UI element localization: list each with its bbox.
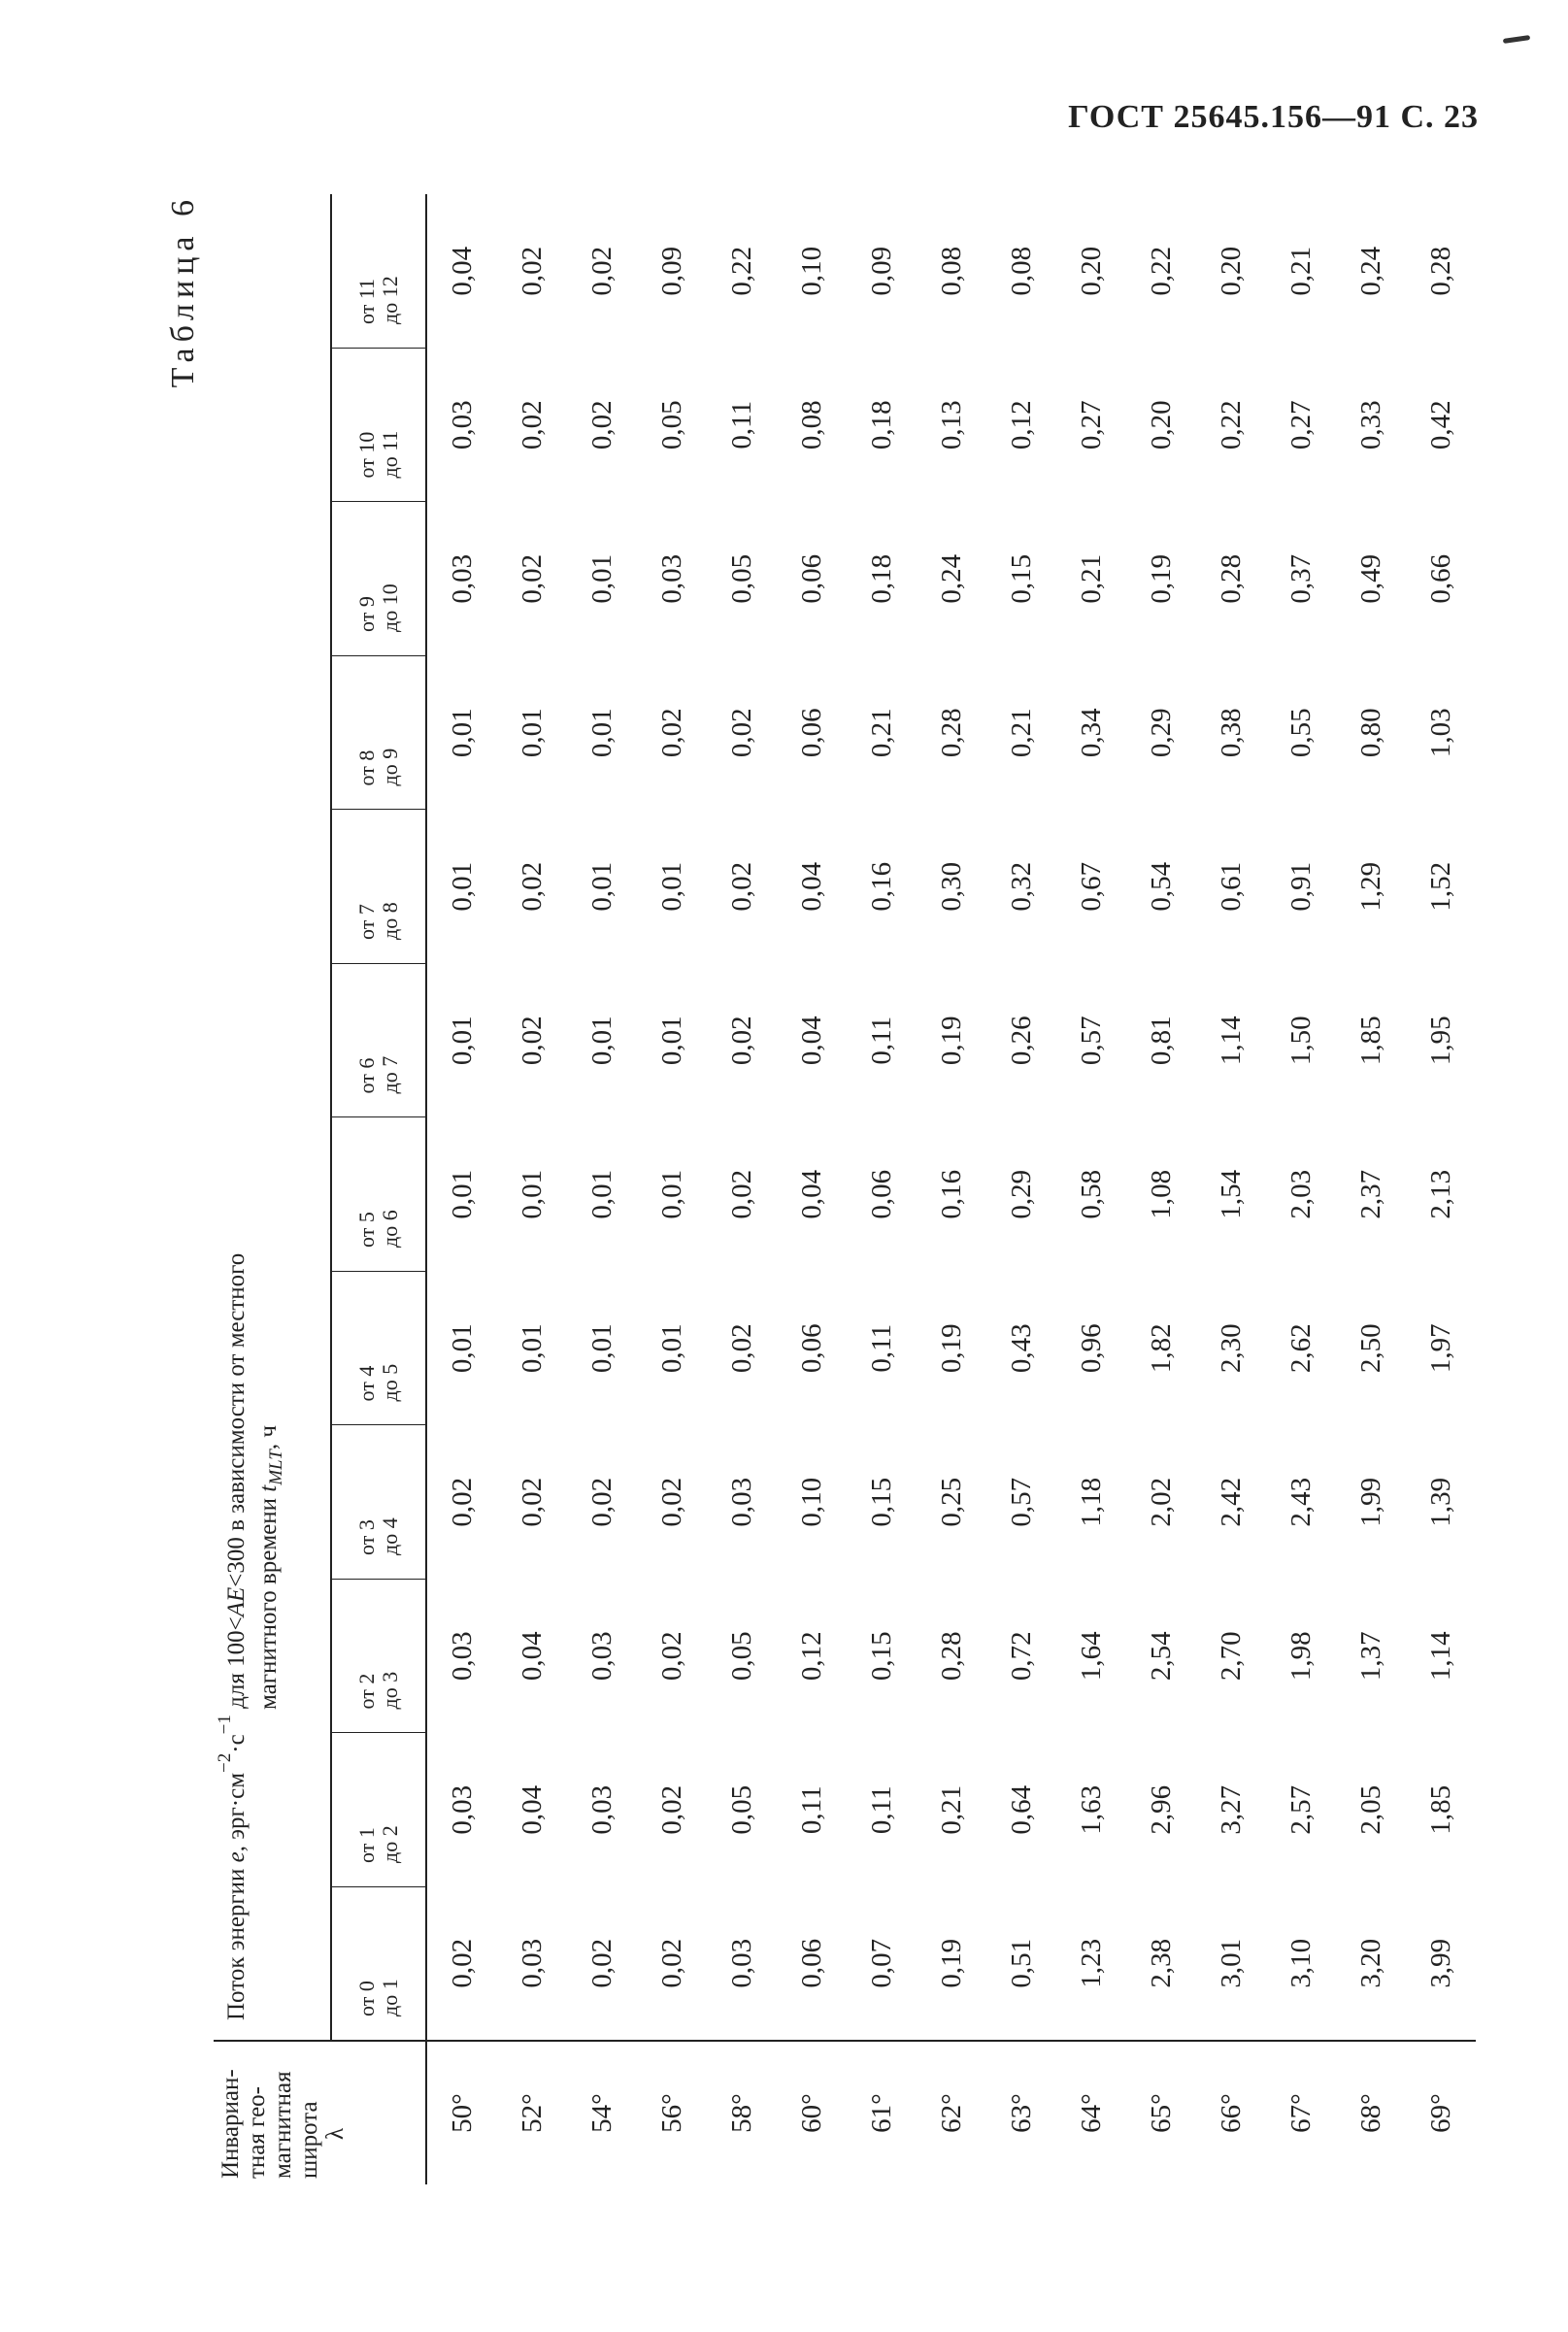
rotated-table-block [165, 194, 1485, 2184]
flux-value-cell: 2,54 [1145, 1631, 1177, 1682]
flux-value-cell: 0,04 [795, 1169, 827, 1219]
table-row [1266, 194, 1336, 2184]
flux-value-cell: 2,37 [1354, 1169, 1386, 1219]
flux-value-cell: 0,01 [655, 1323, 687, 1374]
latitude-cell: 60° [777, 2041, 847, 2184]
flux-value-cell: 1,18 [1075, 1477, 1107, 1527]
flux-value-cell: 0,11 [725, 400, 757, 450]
flux-value-cell: 1,64 [1075, 1631, 1107, 1682]
flux-value-cell: 0,10 [795, 246, 827, 296]
flux-value-cell: 1,85 [1424, 1784, 1456, 1835]
latitude-header: Инвариан- тная гео- магнитная широта λ [214, 2041, 426, 2184]
flux-value-cell: 1,99 [1354, 1477, 1386, 1527]
flux-value-cell: 0,37 [1284, 553, 1317, 604]
flux-value-cell: 0,09 [865, 246, 897, 296]
flux-value-cell: 0,51 [1005, 1938, 1037, 1988]
flux-value-cell: 0,01 [585, 861, 617, 912]
flux-value-cell: 0,01 [655, 861, 687, 912]
flux-value-cell: 2,70 [1215, 1631, 1247, 1682]
flux-value-cell: 0,11 [865, 1785, 897, 1835]
flux-value-cell: 0,21 [865, 708, 897, 758]
flux-value-cell: 0,49 [1354, 553, 1386, 604]
flux-value-cell: 0,02 [725, 1323, 757, 1374]
flux-value-cell: 0,67 [1075, 861, 1107, 912]
flux-value-cell: 2,96 [1145, 1784, 1177, 1835]
flux-value-cell: 1,14 [1215, 1016, 1247, 1066]
flux-value-cell: 2,13 [1424, 1169, 1456, 1219]
flux-value-cell: 0,24 [935, 553, 967, 604]
flux-value-cell: 0,15 [1005, 553, 1037, 604]
flux-value-cell: 1,98 [1284, 1631, 1317, 1682]
flux-value-cell: 0,28 [935, 1631, 967, 1682]
flux-value-cell: 0,96 [1075, 1323, 1107, 1374]
flux-value-cell: 0,01 [585, 553, 617, 604]
flux-value-cell: 0,05 [655, 400, 687, 450]
flux-value-cell: 0,58 [1075, 1169, 1107, 1219]
flux-value-cell: 2,03 [1284, 1169, 1317, 1219]
flux-value-cell: 0,01 [446, 708, 478, 758]
flux-value-cell: 1,97 [1424, 1323, 1456, 1374]
flux-value-cell: 0,19 [935, 1016, 967, 1066]
flux-value-cell: 0,04 [516, 1784, 548, 1835]
flux-value-cell: 0,20 [1215, 246, 1247, 296]
flux-value-cell: 1,54 [1215, 1169, 1247, 1219]
flux-value-cell: 0,01 [516, 1169, 548, 1219]
flux-value-cell: 0,28 [1424, 246, 1456, 296]
latitude-cell: 58° [707, 2041, 777, 2184]
flux-value-cell: 0,29 [1145, 708, 1177, 758]
flux-value-cell: 0,80 [1354, 708, 1386, 758]
flux-value-cell: 1,14 [1424, 1631, 1456, 1682]
flux-value-cell: 0,02 [725, 1169, 757, 1219]
flux-value-cell: 0,01 [585, 1016, 617, 1066]
flux-value-cell: 0,57 [1005, 1477, 1037, 1527]
flux-value-cell: 2,02 [1145, 1477, 1177, 1527]
flux-value-cell: 0,28 [935, 708, 967, 758]
flux-value-cell: 0,01 [446, 861, 478, 912]
flux-value-cell: 0,02 [585, 400, 617, 450]
flux-value-cell: 0,02 [516, 553, 548, 604]
flux-value-cell: 0,11 [795, 1785, 827, 1835]
flux-value-cell: 0,05 [725, 553, 757, 604]
flux-value-cell: 0,22 [725, 246, 757, 296]
flux-value-cell: 0,43 [1005, 1323, 1037, 1374]
flux-value-cell: 0,03 [446, 1784, 478, 1835]
latitude-cell: 62° [917, 2041, 986, 2184]
flux-value-cell: 0,02 [725, 861, 757, 912]
flux-value-cell: 0,04 [795, 1016, 827, 1066]
flux-value-cell: 0,54 [1145, 861, 1177, 912]
latitude-cell: 61° [847, 2041, 917, 2184]
flux-value-cell: 0,30 [935, 861, 967, 912]
flux-value-cell: 0,03 [446, 400, 478, 450]
flux-value-cell: 0,03 [585, 1784, 617, 1835]
flux-value-cell: 0,06 [795, 1938, 827, 1988]
flux-value-cell: 0,42 [1424, 400, 1456, 450]
latitude-cell: 69° [1406, 2041, 1476, 2184]
latitude-cell: 65° [1126, 2041, 1196, 2184]
flux-value-cell: 1,23 [1075, 1938, 1107, 1988]
flux-value-cell: 0,81 [1145, 1016, 1177, 1066]
flux-value-cell: 0,09 [655, 246, 687, 296]
flux-value-cell: 0,02 [655, 1784, 687, 1835]
flux-value-cell: 0,01 [585, 708, 617, 758]
flux-value-cell: 0,18 [865, 400, 897, 450]
flux-value-cell: 0,01 [516, 708, 548, 758]
time-interval-header: от 6 до 7 [331, 964, 426, 1118]
flux-value-cell: 0,91 [1284, 861, 1317, 912]
flux-value-cell: 0,03 [725, 1477, 757, 1527]
flux-value-cell: 3,27 [1215, 1784, 1247, 1835]
flux-value-cell: 1,03 [1424, 708, 1456, 758]
flux-value-cell: 0,06 [795, 1323, 827, 1374]
flux-value-cell: 0,21 [1005, 708, 1037, 758]
flux-value-cell: 0,02 [655, 708, 687, 758]
table-row [847, 194, 917, 2184]
flux-value-cell: 0,02 [446, 1477, 478, 1527]
flux-value-cell: 0,27 [1075, 400, 1107, 450]
flux-value-cell: 0,25 [935, 1477, 967, 1527]
flux-value-cell: 0,12 [1005, 400, 1037, 450]
flux-value-cell: 0,12 [795, 1631, 827, 1682]
latitude-cell: 66° [1196, 2041, 1266, 2184]
flux-value-cell: 3,10 [1284, 1938, 1317, 1988]
time-interval-header: от 9 до 10 [331, 502, 426, 656]
flux-value-cell: 2,38 [1145, 1938, 1177, 1988]
flux-value-cell: 2,50 [1354, 1323, 1386, 1374]
time-interval-header: от 5 до 6 [331, 1117, 426, 1272]
flux-value-cell: 2,62 [1284, 1323, 1317, 1374]
flux-value-cell: 0,21 [1284, 246, 1317, 296]
flux-value-cell: 0,03 [655, 553, 687, 604]
flux-value-cell: 0,11 [865, 1323, 897, 1373]
flux-value-cell: 0,22 [1215, 400, 1247, 450]
flux-value-cell: 0,07 [865, 1938, 897, 1988]
table-row [1336, 194, 1406, 2184]
latitude-cell: 68° [1336, 2041, 1406, 2184]
flux-value-cell: 0,02 [725, 708, 757, 758]
time-interval-header: от 4 до 5 [331, 1272, 426, 1426]
flux-value-cell: 0,22 [1145, 246, 1177, 296]
latitude-cell: 50° [426, 2041, 497, 2184]
flux-value-cell: 0,01 [446, 1169, 478, 1219]
flux-value-cell: 0,19 [935, 1323, 967, 1374]
time-interval-header-row [331, 194, 426, 2184]
energy-flux-table [214, 194, 1476, 2184]
flux-value-cell: 0,72 [1005, 1631, 1037, 1682]
table-row [986, 194, 1056, 2184]
flux-value-cell: 0,03 [446, 1631, 478, 1682]
flux-value-cell: 0,64 [1005, 1784, 1037, 1835]
flux-value-cell: 0,16 [935, 1169, 967, 1219]
flux-value-cell: 0,33 [1354, 400, 1386, 450]
flux-value-cell: 2,43 [1284, 1477, 1317, 1527]
table-row [777, 194, 847, 2184]
flux-value-cell: 0,21 [935, 1784, 967, 1835]
latitude-cell: 67° [1266, 2041, 1336, 2184]
flux-value-cell: 1,37 [1354, 1631, 1386, 1682]
flux-value-cell: 2,05 [1354, 1784, 1386, 1835]
flux-value-cell: 0,08 [795, 400, 827, 450]
flux-value-cell: 0,01 [446, 1323, 478, 1374]
flux-value-cell: 1,50 [1284, 1016, 1317, 1066]
flux-value-cell: 0,06 [795, 708, 827, 758]
flux-value-cell: 0,57 [1075, 1016, 1107, 1066]
flux-value-cell: 0,21 [1075, 553, 1107, 604]
flux-value-cell: 0,05 [725, 1784, 757, 1835]
table-caption: Таблица 6 [165, 194, 201, 388]
flux-value-cell: 0,06 [795, 553, 827, 604]
flux-value-cell: 0,38 [1215, 708, 1247, 758]
flux-value-cell: 2,42 [1215, 1477, 1247, 1527]
latitude-cell: 64° [1056, 2041, 1126, 2184]
flux-value-cell: 3,20 [1354, 1938, 1386, 1988]
flux-value-cell: 0,02 [655, 1631, 687, 1682]
flux-value-cell: 2,57 [1284, 1784, 1317, 1835]
flux-value-cell: 0,02 [585, 1938, 617, 1988]
energy-flux-header: Поток энергии e, $эрг\cdot см^{-2}\cdot с^{-1}$ для 100<AE<300 в зависимости от местного магнитного времени $t_{MLT}$, ч [214, 194, 331, 2041]
flux-value-cell: 0,26 [1005, 1016, 1037, 1066]
time-interval-header: от 3 до 4 [331, 1425, 426, 1580]
flux-value-cell: 0,03 [725, 1938, 757, 1988]
flux-value-cell: 0,16 [865, 861, 897, 912]
flux-value-cell: 2,30 [1215, 1323, 1247, 1374]
time-interval-header: от 7 до 8 [331, 810, 426, 964]
flux-value-cell: 1,85 [1354, 1016, 1386, 1066]
flux-value-cell: 0,02 [516, 861, 548, 912]
flux-value-cell: 0,02 [725, 1016, 757, 1066]
time-interval-header: от 1 до 2 [331, 1733, 426, 1887]
page-header: ГОСТ 25645.156—91 С. 23 [1068, 99, 1479, 135]
flux-value-cell: 0,02 [516, 400, 548, 450]
table-row [567, 194, 637, 2184]
table-row [497, 194, 567, 2184]
flux-value-cell: 0,06 [865, 1169, 897, 1219]
flux-value-cell: 1,39 [1424, 1477, 1456, 1527]
flux-value-cell: 0,66 [1424, 553, 1456, 604]
table-body [426, 194, 1476, 2184]
flux-value-cell: 0,01 [655, 1016, 687, 1066]
flux-value-cell: 0,08 [1005, 246, 1037, 296]
flux-value-cell: 0,02 [585, 246, 617, 296]
flux-value-cell: 0,18 [865, 553, 897, 604]
flux-value-cell: 0,02 [446, 1938, 478, 1988]
flux-value-cell: 0,15 [865, 1631, 897, 1682]
flux-value-cell: 0,04 [446, 246, 478, 296]
flux-value-cell: 0,55 [1284, 708, 1317, 758]
flux-value-cell: 0,61 [1215, 861, 1247, 912]
flux-value-cell: 1,63 [1075, 1784, 1107, 1835]
table-row [1406, 194, 1476, 2184]
flux-value-cell: 3,01 [1215, 1938, 1247, 1988]
flux-value-cell: 0,19 [935, 1938, 967, 1988]
flux-value-cell: 1,82 [1145, 1323, 1177, 1374]
flux-value-cell: 0,05 [725, 1631, 757, 1682]
flux-value-cell: 0,08 [935, 246, 967, 296]
flux-value-cell: 0,10 [795, 1477, 827, 1527]
flux-value-cell: 0,03 [585, 1631, 617, 1682]
flux-value-cell: 0,01 [585, 1323, 617, 1374]
scan-speck [1503, 35, 1530, 44]
flux-value-cell: 0,11 [865, 1016, 897, 1065]
time-interval-header: от 11 до 12 [331, 194, 426, 349]
latitude-cell: 52° [497, 2041, 567, 2184]
flux-value-cell: 0,01 [655, 1169, 687, 1219]
flux-value-cell: 0,01 [446, 1016, 478, 1066]
flux-value-cell: 1,95 [1424, 1016, 1456, 1066]
time-interval-header: от 0 до 1 [331, 1887, 426, 2042]
flux-value-cell: 0,02 [516, 1477, 548, 1527]
flux-value-cell: 0,34 [1075, 708, 1107, 758]
time-interval-header: от 10 до 11 [331, 349, 426, 503]
flux-value-cell: 0,04 [795, 861, 827, 912]
table-row [426, 194, 497, 2184]
latitude-cell: 54° [567, 2041, 637, 2184]
flux-value-cell: 0,02 [516, 246, 548, 296]
flux-value-cell: 0,02 [655, 1477, 687, 1527]
flux-value-cell: 1,52 [1424, 861, 1456, 912]
flux-value-cell: 0,13 [935, 400, 967, 450]
table-row [1056, 194, 1126, 2184]
flux-value-cell: 0,02 [585, 1477, 617, 1527]
table-row [1196, 194, 1266, 2184]
flux-value-cell: 0,29 [1005, 1169, 1037, 1219]
flux-value-cell: 0,02 [655, 1938, 687, 1988]
table-row [1126, 194, 1196, 2184]
table-row [917, 194, 986, 2184]
flux-value-cell: 1,29 [1354, 861, 1386, 912]
table-row [707, 194, 777, 2184]
flux-value-cell: 0,03 [446, 553, 478, 604]
flux-value-cell: 0,24 [1354, 246, 1386, 296]
flux-value-cell: 0,01 [516, 1323, 548, 1374]
flux-value-cell: 0,27 [1284, 400, 1317, 450]
time-interval-header: от 2 до 3 [331, 1580, 426, 1734]
latitude-cell: 63° [986, 2041, 1056, 2184]
table-row [637, 194, 707, 2184]
flux-value-cell: 0,28 [1215, 553, 1247, 604]
flux-value-cell: 0,02 [516, 1016, 548, 1066]
flux-value-cell: 0,04 [516, 1631, 548, 1682]
flux-value-cell: 0,32 [1005, 861, 1037, 912]
flux-value-cell: 0,20 [1145, 400, 1177, 450]
flux-value-cell: 0,15 [865, 1477, 897, 1527]
time-interval-header: от 8 до 9 [331, 656, 426, 811]
latitude-cell: 56° [637, 2041, 707, 2184]
flux-value-cell: 1,08 [1145, 1169, 1177, 1219]
flux-value-cell: 0,03 [516, 1938, 548, 1988]
flux-value-cell: 3,99 [1424, 1938, 1456, 1988]
flux-value-cell: 0,19 [1145, 553, 1177, 604]
flux-value-cell: 0,01 [585, 1169, 617, 1219]
flux-value-cell: 0,20 [1075, 246, 1107, 296]
